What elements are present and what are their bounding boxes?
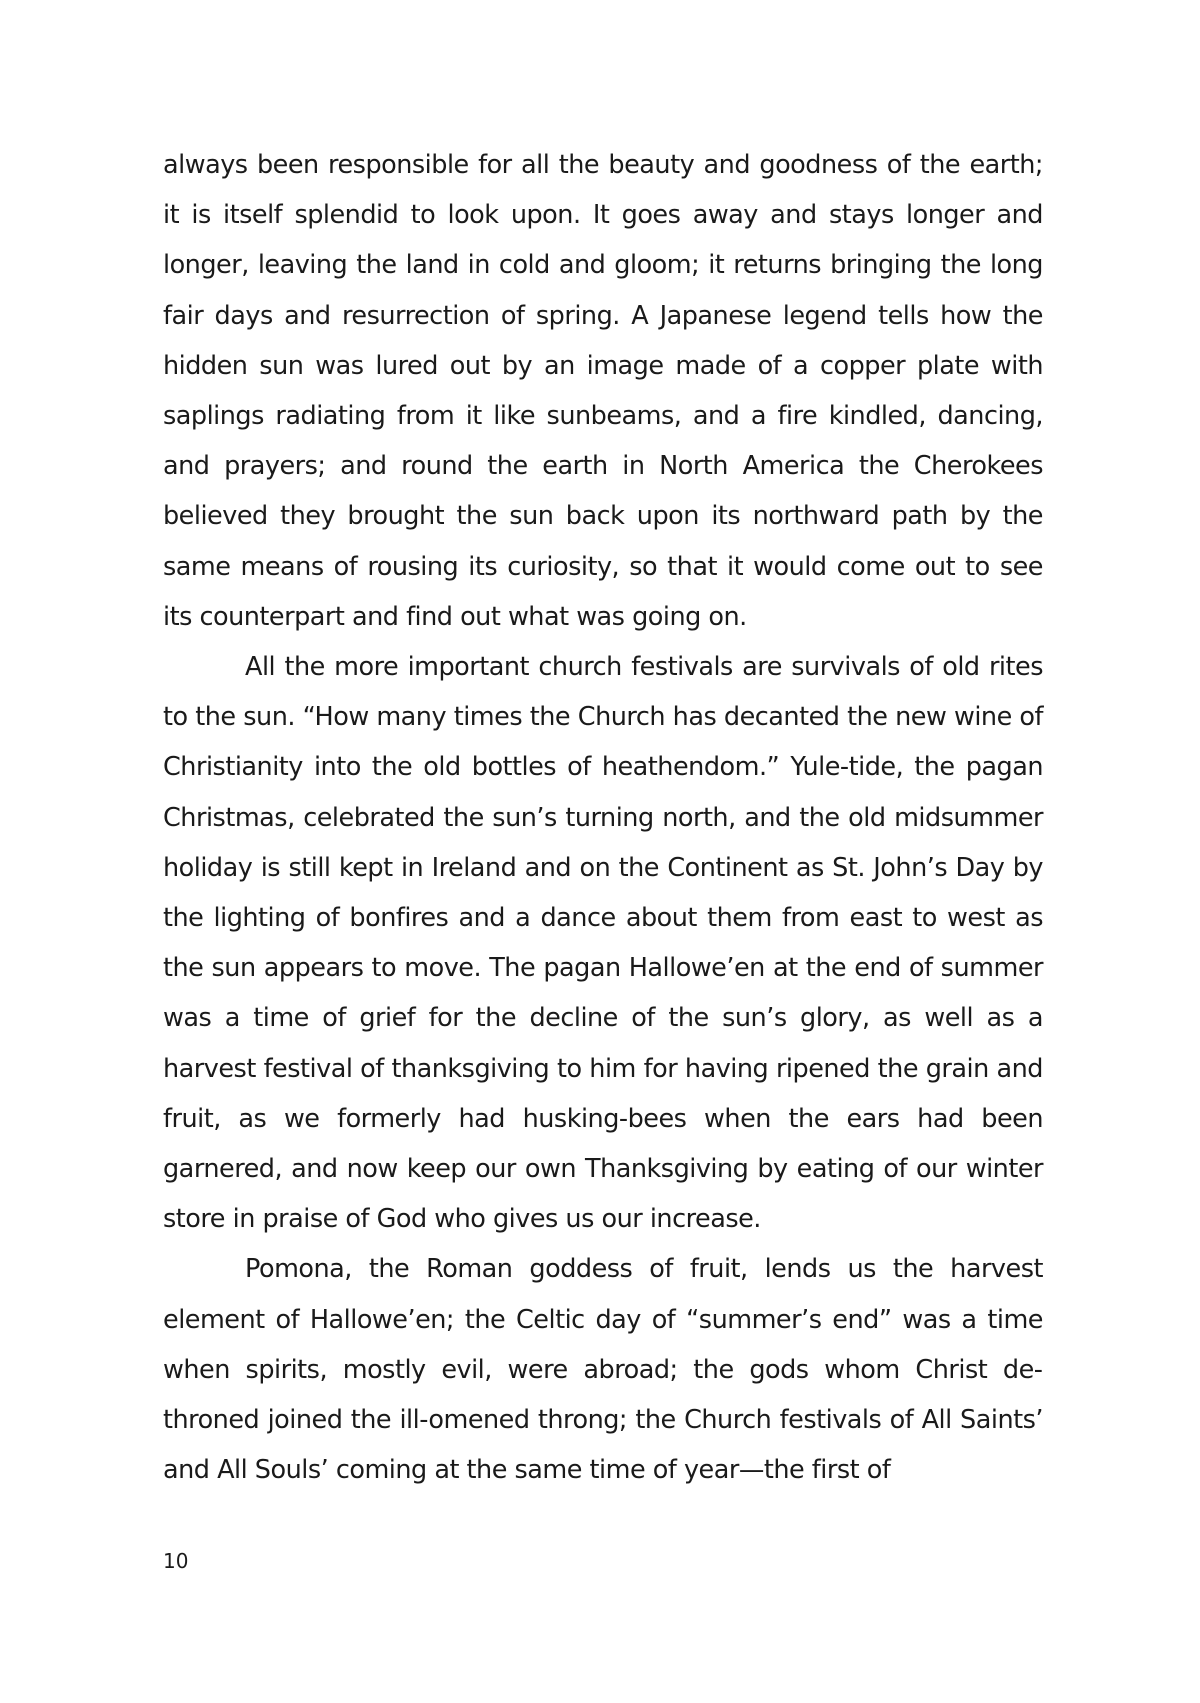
body-text: [163, 140, 1043, 1495]
paragraph-church-festivals: All the more important church festivals are survivals of old rites to the sun. “How many times the Church has decanted the new wine of Christianity into the old bottles of heathendom.” Yule-tide, the pagan Christmas, celebrated the sun’s turning north, and the old midsummer holiday is still kept in Ireland and on the Continent as St. John’s Day by the lighting of bonfires and a dance about them from east to west as the sun appears to move. The pagan Hallowe’en at the end of summer was a time of grief for the decline of the sun’s glory, as well as a harvest festival of thanksgiving to him for having ripened the grain and fruit, as we formerly had husking-bees when the ears had been garnered, and now keep our own Thanksgiving by eating of our winter store in praise of God who gives us our increase.: [163, 652, 1043, 1235]
paragraph-pomona: Pomona, the Roman goddess of fruit, lends us the harvest element of Hallowe’en; the Celtic day of “summer’s end” was a time when spirits, mostly evil, were abroad; the gods whom Christ dethroned joined the ill-omened throng; the Church festivals of All Saints’ and All Souls’ coming at the same time of year—the first of: [163, 1254, 1043, 1486]
page-number: 10: [163, 1549, 189, 1573]
paragraph-continued: always been responsible for all the beauty and goodness of the earth; it is itself splendid to look upon. It goes away and stays longer and longer, leaving the land in cold and gloom; it returns bringing the long fair days and resurrection of spring. A Japanese legend tells how the hidden sun was lured out by an image made of a copper plate with saplings radiating from it like sunbeams, and a fire kindled, dancing, and prayers; and round the earth in North America the Cherokees believed they brought the sun back upon its northward path by the same means of rousing its curiosity, so that it would come out to see its counterpart and find out what was going on.: [163, 150, 1043, 632]
